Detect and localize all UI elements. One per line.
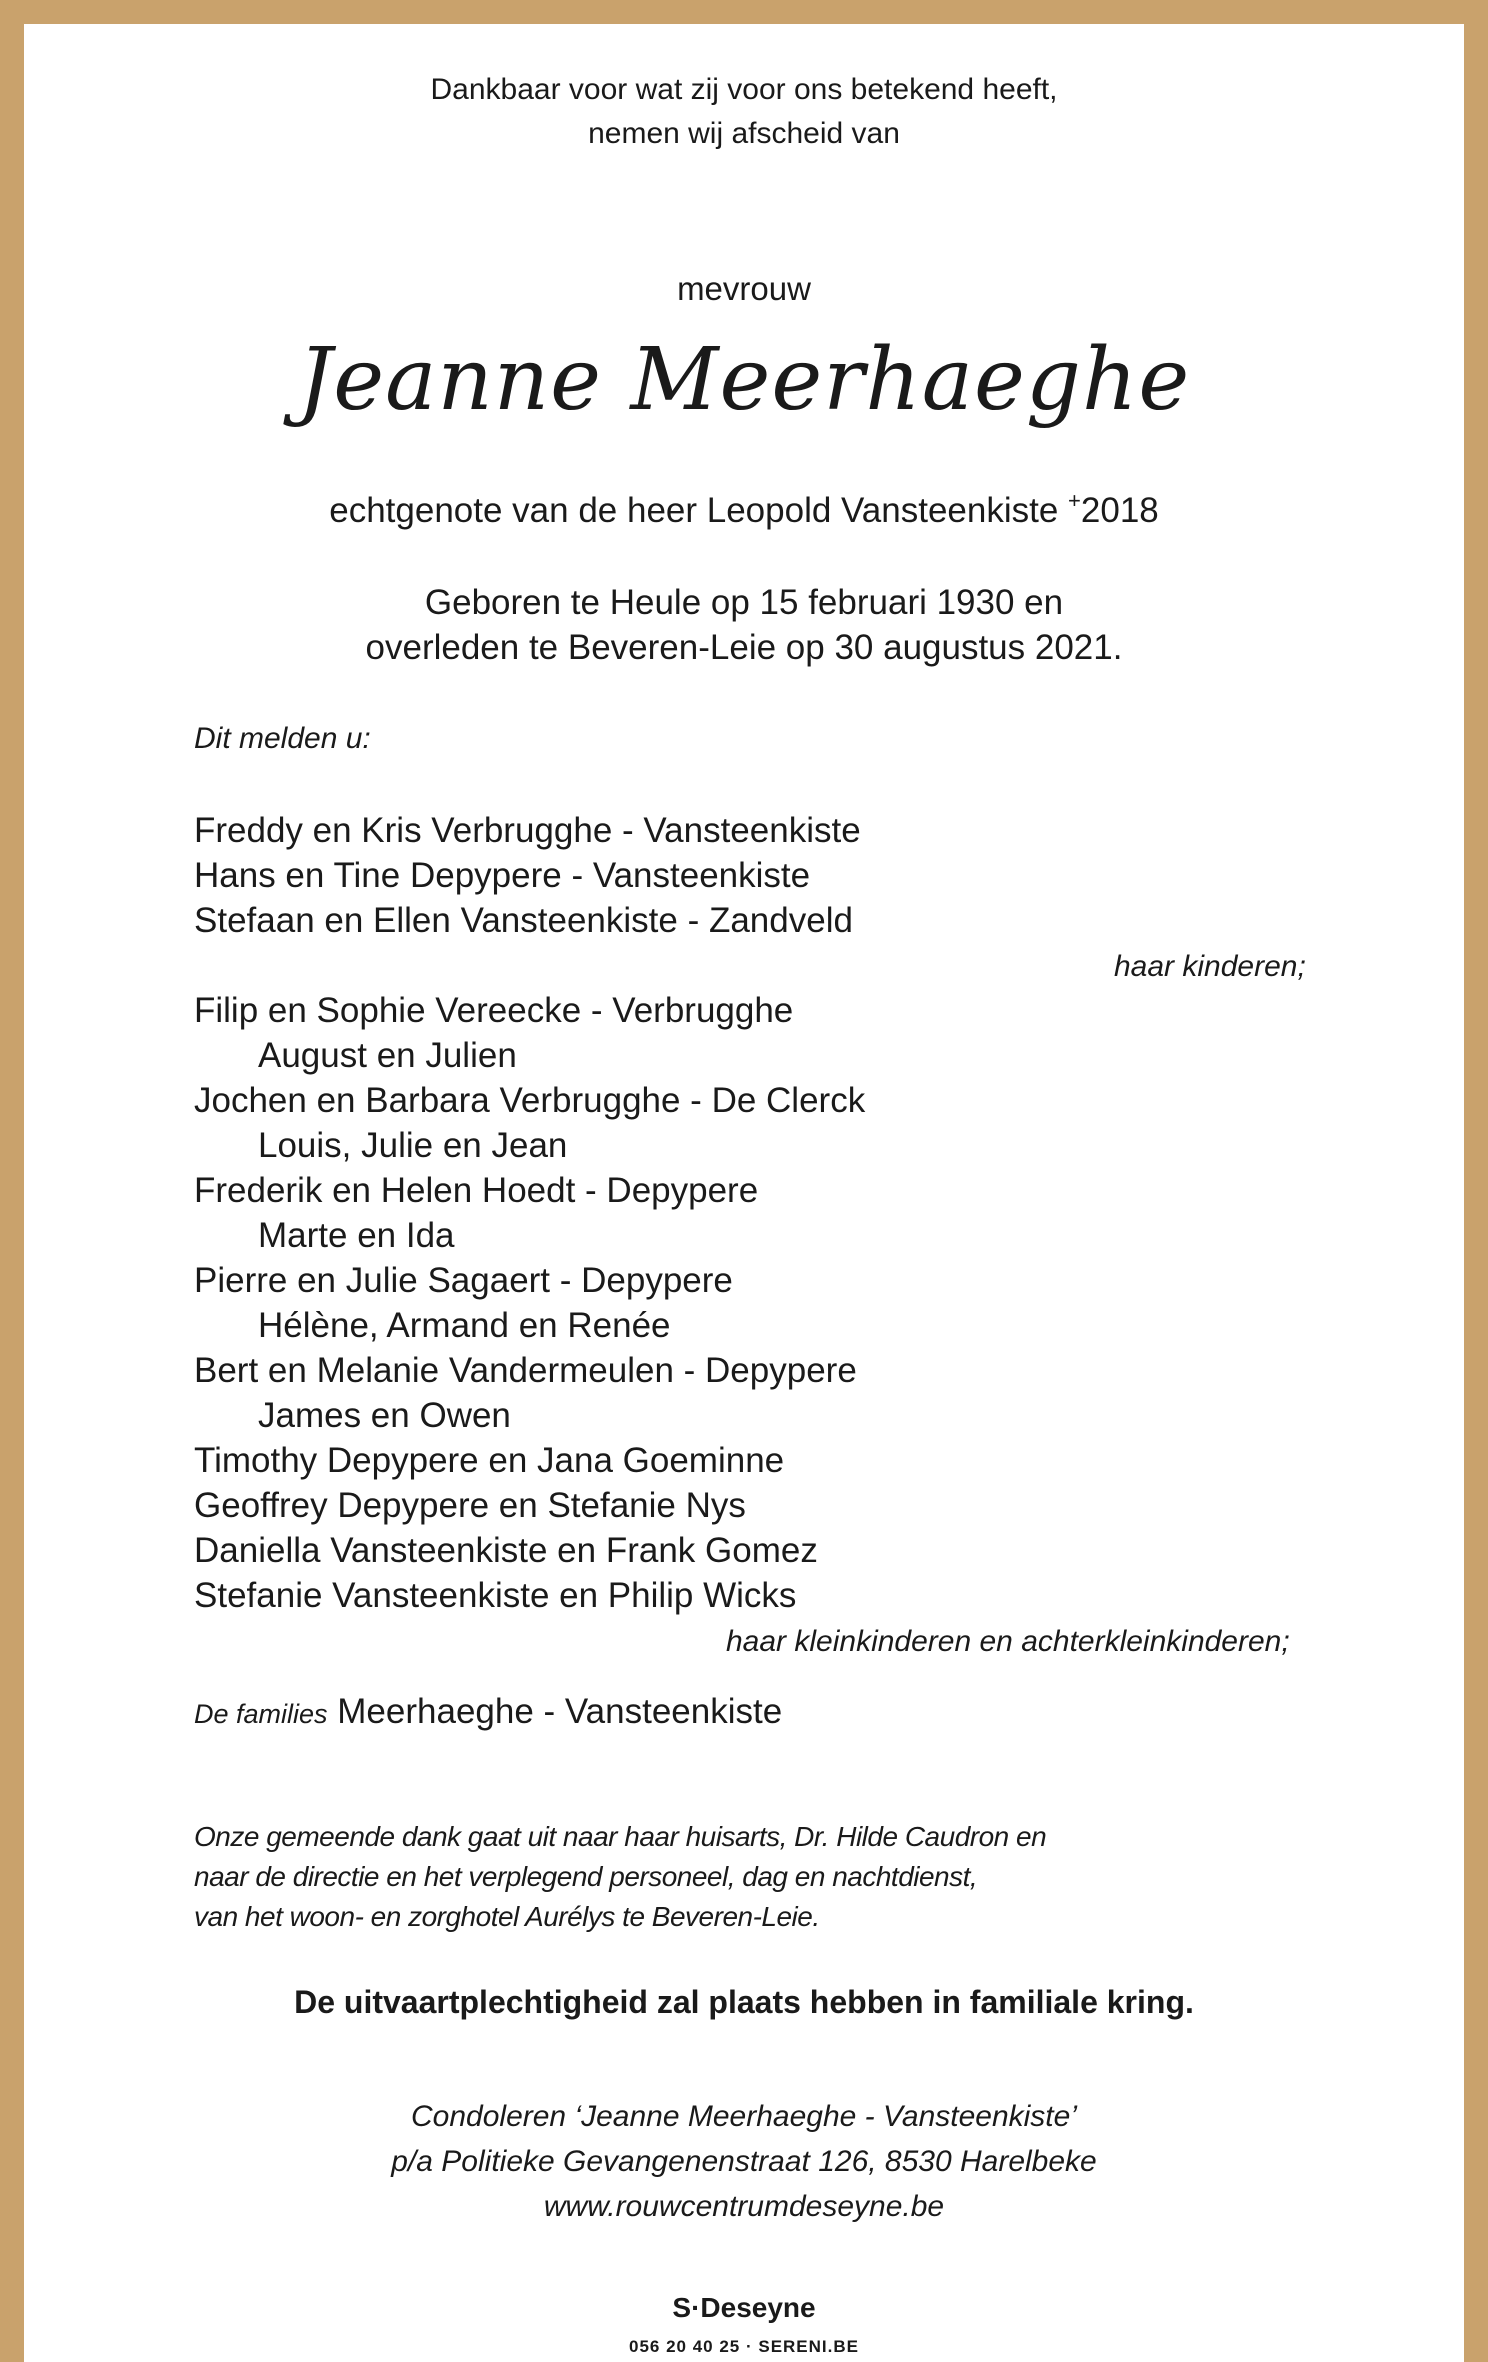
spouse-line [0,488,1488,531]
list-item: James en Owen [258,1396,511,1435]
grandchildren-list [194,988,865,1618]
list-item: Stefanie Vansteenkiste en Philip Wicks [194,1576,797,1615]
website-link[interactable]: www.rouwcentrumdeseyne.be [543,2190,945,2223]
grandchildren-role: haar kleinkinderen en achterkleinkinderen; [726,1625,1290,1658]
children-list [194,808,861,943]
list-item: August en Julien [258,1036,517,1075]
thanks-line: Onze gemeende dank gaat uit naar haar huisarts, Dr. Hilde Caudron en [194,1821,1047,1852]
deseyne-logo: S·Deseyne [672,2292,816,2323]
list-item: Timothy Depypere en Jana Goeminne [194,1441,785,1480]
families-label: De families [194,1699,328,1729]
families-line [194,1692,782,1732]
ceremony-notice: De uitvaartplechtigheid zal plaats hebben in familiale kring. [294,1984,1194,2020]
thanks-line: van het woon- en zorghotel Aurélys te Beveren-Leie. [194,1901,820,1932]
announce-label: Dit melden u: [194,722,371,755]
list-item: Frederik en Helen Hoedt - Depypere [194,1171,759,1210]
life-dates [0,580,1488,670]
list-item: Stefaan en Ellen Vansteenkiste - Zandveld [194,901,853,940]
deceased-name: Jeanne Meerhaeghe [297,330,1191,430]
cross-symbol: + [1068,488,1081,513]
list-item: Filip en Sophie Vereecke - Verbrugghe [194,991,794,1030]
families-names: Meerhaeghe - Vansteenkiste [337,1692,783,1731]
list-item: Louis, Julie en Jean [258,1126,568,1165]
list-item: Geoffrey Depypere en Stefanie Nys [194,1486,746,1525]
thanks-text [194,1817,1046,1937]
spouse-year: 2018 [1080,491,1159,530]
intro-line-1: Dankbaar voor wat zij voor ons betekend heeft, [430,73,1058,106]
thanks-line: naar de directie en het verplegend personeel, dag en nachtdienst, [194,1861,978,1892]
footer-contact: 056 20 40 25 · SERENI.BE [628,2337,859,2356]
intro-text [0,68,1488,156]
born-line: Geboren te Heule op 15 februari 1930 en [424,583,1064,622]
list-item: Hans en Tine Depypere - Vansteenkiste [194,856,811,895]
condolences-block [0,2094,1488,2229]
list-item: Hélène, Armand en Renée [258,1306,671,1345]
list-item: Jochen en Barbara Verbrugghe - De Clerck [194,1081,866,1120]
condolences-line: Condoleren ‘Jeanne Meerhaeghe - Vansteenkiste’ [411,2100,1077,2133]
list-item: Daniella Vansteenkiste en Frank Gomez [194,1531,818,1570]
children-role: haar kinderen; [1114,950,1306,983]
list-item: Freddy en Kris Verbrugghe - Vansteenkiste [194,811,861,850]
list-item: Bert en Melanie Vandermeulen - Depypere [194,1351,857,1390]
died-line: overleden te Beveren-Leie op 30 augustus 2021. [365,628,1123,667]
honorific: mevrouw [677,270,811,307]
intro-line-2: nemen wij afscheid van [588,117,900,150]
list-item: Marte en Ida [258,1216,455,1255]
address-line: p/a Politieke Gevangenenstraat 126, 8530 Harelbeke [391,2145,1097,2178]
spouse-text: echtgenote van de heer Leopold Vansteenkiste [329,491,1069,530]
list-item: Pierre en Julie Sagaert - Depypere [194,1261,733,1300]
